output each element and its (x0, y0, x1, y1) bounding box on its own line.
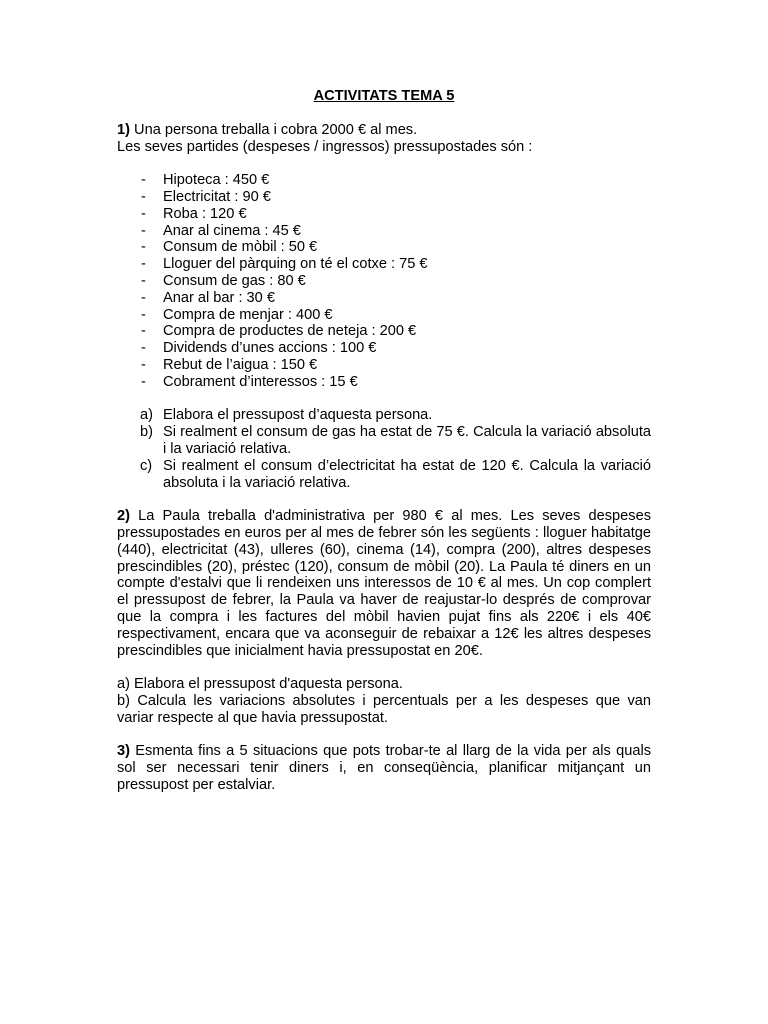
list-marker: - (141, 205, 146, 222)
task-marker: b) (140, 424, 153, 441)
document-title: ACTIVITATS TEMA 5 (313, 88, 455, 104)
list-item: - Hipoteca : 450 € (141, 172, 270, 189)
list-marker: - (141, 323, 146, 340)
list-marker: - (141, 188, 146, 205)
question-2 (117, 508, 651, 726)
list-item: - Consum de mòbil : 50 € (141, 239, 318, 256)
list-item: - Compra de menjar : 400 € (141, 306, 333, 323)
list-item: - Anar al cinema : 45 € (141, 222, 301, 239)
list-marker: - (141, 256, 146, 273)
list-item: - Roba : 120 € (141, 205, 247, 222)
list-item: - Electricitat : 90 € (141, 188, 271, 205)
list-marker: - (141, 239, 146, 256)
task-marker: c) (140, 457, 153, 474)
list-item: - Consum de gas : 80 € (141, 272, 306, 289)
list-item: - Anar al bar : 30 € (141, 289, 275, 306)
question-1 (117, 122, 651, 492)
list-item: - Rebut de l’aigua : 150 € (141, 356, 318, 373)
q2-task-a: a) Elabora el pressupost d'aquesta persona. (117, 676, 403, 693)
list-marker: - (141, 272, 146, 289)
list-marker: - (141, 289, 146, 306)
q2-number: 2) (117, 508, 130, 525)
list-item: - Lloguer del pàrquing on té el cotxe : 75 € (141, 256, 428, 273)
q2-body: La Paula treballa d'administrativa per 980 € al mes. Les seves despeses pressupostades en euros per al mes de febrer són les següents : lloguer habitatge (440), electricitat (43), ulleres (60), cinema (14), compra (200), altres despeses prescindibles (20), préstec (120), consum de mòbil (20). La Paula té diners en un compte d'estalvi que li rendeixen uns interessos de 10 € al mes. Un cop complert el pressupost de febrer, la Paula va haver de reajustar-lo després de comprovar que la compra i les factures del mòbil havien pujat fins als 220€ i els 40€ respectivament, encara que va aconseguir de rebaixar a 12€ les altres despeses prescindibles que inicialment havia pressupostat en 20€. (117, 508, 651, 659)
q2-task-b: b) Calcula les variacions absolutes i percentuals per a les despeses que van variar respecte al que havia pressupostat. (117, 692, 651, 726)
question-3 (117, 743, 651, 793)
task-item: a) Elabora el pressupost d’aquesta persona. (140, 407, 433, 424)
q3-body: Esmenta fins a 5 situacions que pots trobar-te al llarg de la vida per als quals sol ser necessari tenir diners i, en conseqüència, planificar mitjançant un pressupost per estalviar. (117, 743, 651, 793)
q3-number: 3) (117, 743, 130, 760)
list-marker: - (141, 306, 146, 323)
list-item: - Cobrament d’interessos : 15 € (141, 373, 358, 390)
list-marker: - (141, 340, 146, 357)
list-marker: - (141, 373, 146, 390)
q1-tasks (117, 407, 651, 491)
task-item: c) Si realment el consum d’electricitat ha estat de 120 €. Calcula la variació absoluta i la variació relativa. (140, 457, 651, 491)
q1-intro-line2: Les seves partides (despeses / ingressos) pressupostades són : (117, 138, 533, 155)
q1-intro-text: Una persona treballa i cobra 2000 € al mes. (129, 121, 418, 138)
list-item: - Compra de productes de neteja : 200 € (141, 323, 417, 340)
q1-number: 1) (117, 121, 130, 138)
list-item: - Dividends d’unes accions : 100 € (141, 340, 377, 357)
q2-text (117, 508, 651, 659)
q3-text (117, 743, 651, 793)
document-page (117, 88, 651, 794)
task-marker: a) (140, 407, 153, 424)
list-marker: - (141, 356, 146, 373)
list-marker: - (141, 172, 146, 189)
q1-budget-items (117, 172, 651, 390)
task-item: b) Si realment el consum de gas ha estat de 75 €. Calcula la variació absoluta i la variació relativa. (140, 424, 651, 457)
list-marker: - (141, 222, 146, 239)
q1-intro-line1 (117, 122, 651, 139)
